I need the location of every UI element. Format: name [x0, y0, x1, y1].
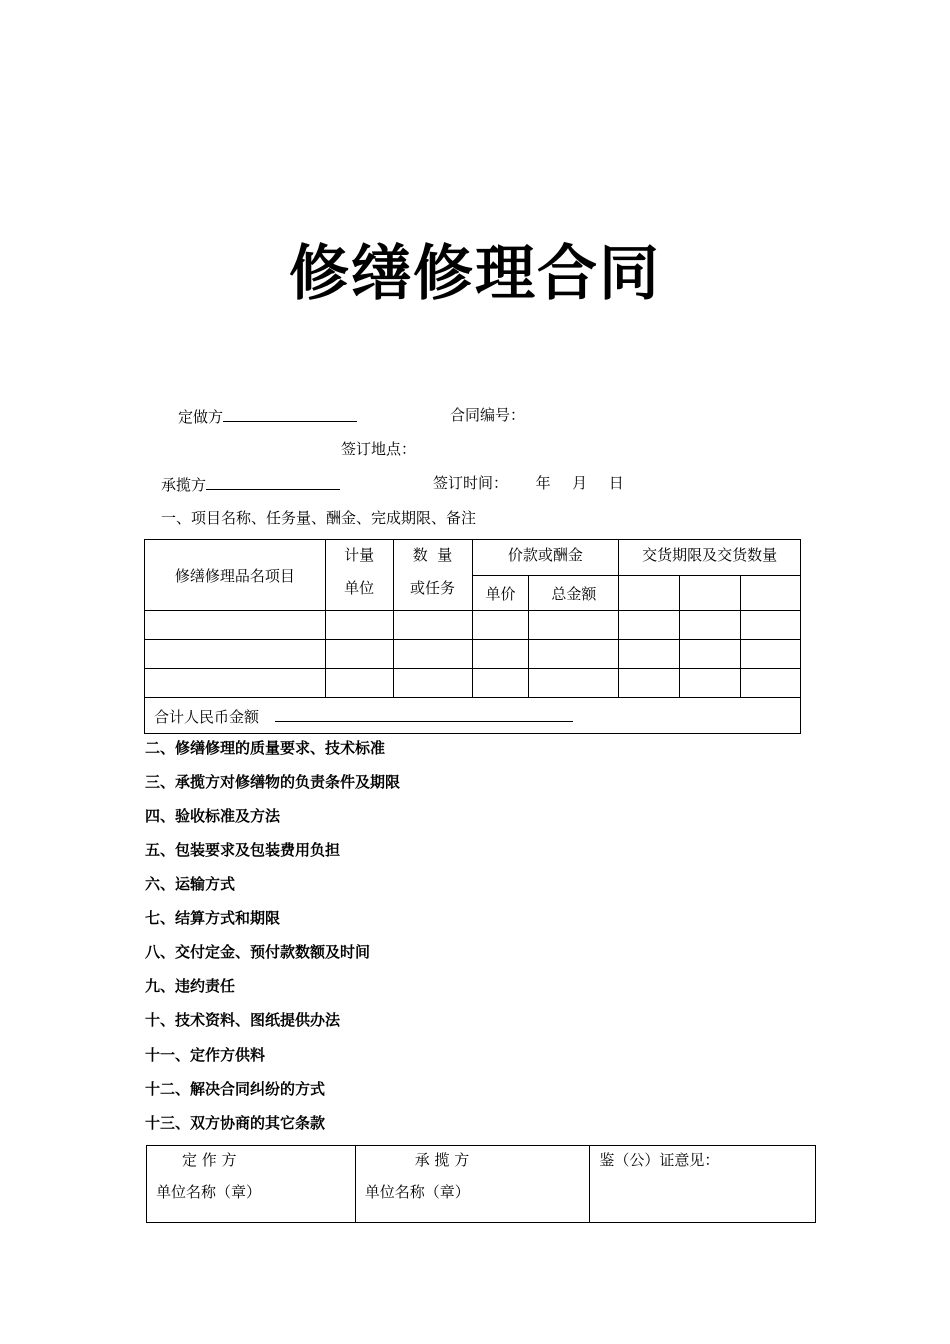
section-heading: 七、结算方式和期限 [145, 909, 281, 927]
section-heading: 九、违约责任 [145, 977, 236, 995]
party-b-label: 承揽方 [161, 476, 207, 494]
party-b-heading: 承 揽 方 [414, 1151, 470, 1169]
table-cell[interactable] [680, 611, 741, 640]
table-cell[interactable] [741, 640, 801, 669]
party-a-label: 定做方 [178, 408, 224, 426]
table-cell[interactable] [529, 669, 619, 698]
section-heading: 八、交付定金、预付款数额及时间 [145, 943, 371, 961]
party-b-line [161, 473, 340, 495]
party-a-unit-label: 单位名称（章） [156, 1183, 262, 1201]
section-heading: 三、承揽方对修缮物的负责条件及期限 [145, 773, 401, 791]
total-amount-row [145, 698, 801, 734]
table-cell[interactable] [472, 669, 529, 698]
table-cell[interactable] [529, 611, 619, 640]
table-cell[interactable] [393, 669, 472, 698]
table-cell[interactable] [145, 669, 326, 698]
section-1-heading: 一、项目名称、任务量、酬金、完成期限、备注 [161, 509, 477, 527]
section-heading: 十三、双方协商的其它条款 [145, 1114, 326, 1132]
col-qty-line2: 或任务 [410, 579, 456, 597]
table-cell[interactable] [529, 640, 619, 669]
table-cell[interactable] [680, 640, 741, 669]
delivery-cell[interactable] [619, 576, 680, 611]
document-title: 修缮修理合同 [289, 239, 661, 309]
table-cell[interactable] [619, 640, 680, 669]
party-b-blank[interactable] [206, 473, 340, 490]
table-cell[interactable] [619, 611, 680, 640]
col-total-header: 总金额 [529, 576, 619, 611]
month-label: 月 [572, 474, 588, 492]
party-a-heading: 定 作 方 [182, 1151, 237, 1169]
section-heading: 十二、解决合同纠纷的方式 [145, 1080, 326, 1098]
col-qty-line1: 数 量 [412, 546, 453, 564]
table-cell[interactable] [325, 611, 393, 640]
delivery-cell[interactable] [680, 576, 741, 611]
section-heading: 十一、定作方供料 [145, 1046, 266, 1064]
table-cell[interactable] [393, 640, 472, 669]
section-heading: 五、包装要求及包装费用负担 [145, 841, 341, 859]
table-cell[interactable] [680, 669, 741, 698]
col-delivery-header: 交货期限及交货数量 [619, 540, 801, 576]
total-amount-blank[interactable] [275, 705, 573, 722]
col-unit-price-header: 单价 [472, 576, 529, 611]
table-cell[interactable] [472, 611, 529, 640]
sign-time-line [433, 473, 624, 493]
table-cell[interactable] [741, 669, 801, 698]
total-amount-label: 合计人民币金额 [154, 707, 260, 726]
party-b-sign-cell[interactable] [355, 1146, 590, 1223]
table-row [145, 640, 801, 669]
table-cell[interactable] [325, 640, 393, 669]
table-cell[interactable] [325, 669, 393, 698]
signature-table [146, 1145, 816, 1223]
party-a-sign-cell[interactable] [147, 1146, 356, 1223]
items-table [144, 539, 801, 734]
section-heading: 六、运输方式 [145, 875, 236, 893]
sign-place-label: 签订地点： [341, 440, 417, 458]
table-cell[interactable] [145, 640, 326, 669]
col-unit-line2: 单位 [344, 579, 375, 597]
col-unit-line1: 计量 [344, 546, 375, 564]
table-row [145, 611, 801, 640]
col-price-header: 价款或酬金 [472, 540, 619, 576]
table-cell[interactable] [472, 640, 529, 669]
section-heading: 十、技术资料、图纸提供办法 [145, 1011, 341, 1029]
table-cell[interactable] [619, 669, 680, 698]
year-label: 年 [535, 474, 551, 492]
col-qty-header [393, 540, 472, 611]
table-row [145, 669, 801, 698]
table-cell[interactable] [741, 611, 801, 640]
delivery-cell[interactable] [741, 576, 801, 611]
contract-no-label: 合同编号： [450, 406, 526, 424]
section-heading: 二、修缮修理的质量要求、技术标准 [145, 739, 386, 757]
party-a-blank[interactable] [223, 405, 357, 422]
day-label: 日 [608, 474, 624, 492]
section-heading: 四、验收标准及方法 [145, 807, 281, 825]
col-item-header: 修缮修理品名项目 [145, 540, 326, 611]
table-cell[interactable] [393, 611, 472, 640]
sign-time-label: 签订时间： [433, 474, 509, 492]
col-unit-header [325, 540, 393, 611]
party-a-line [178, 405, 357, 427]
notary-label: 鉴（公）证意见： [599, 1151, 720, 1169]
notary-cell[interactable] [590, 1146, 816, 1223]
table-cell[interactable] [145, 611, 326, 640]
party-b-unit-label: 单位名称（章） [364, 1183, 470, 1201]
